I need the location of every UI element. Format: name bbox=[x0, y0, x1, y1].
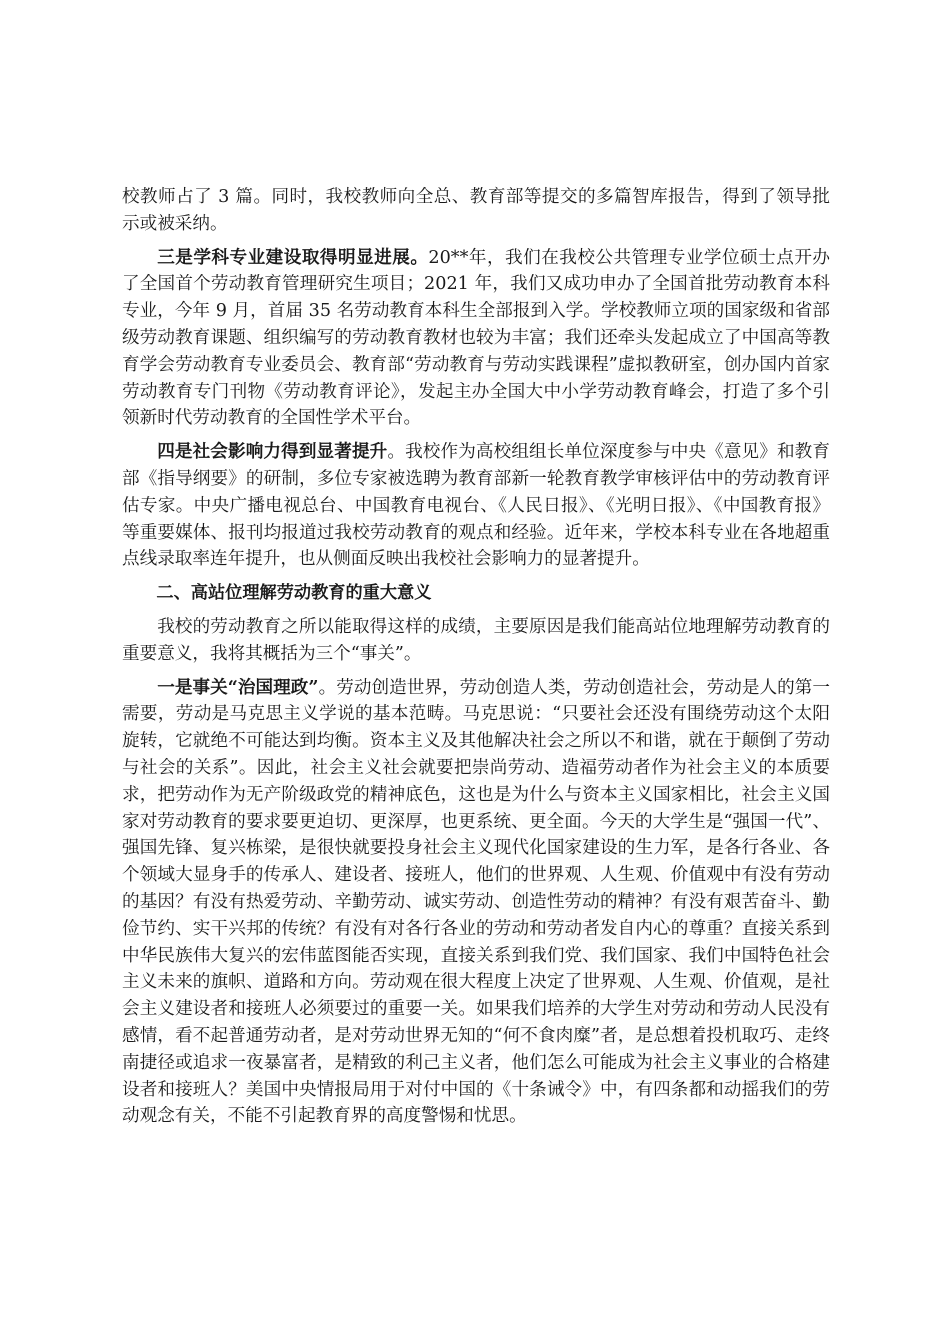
paragraph-text: 校教师占了 3 篇。同时，我校教师向全总、教育部等提交的多篇智库报告，得到了领导批示或被采纳。 bbox=[122, 187, 830, 234]
paragraph-text: 我校的劳动教育之所以能取得这样的成绩，主要原因是我们能高站位地理解劳动教育的重要意义，我将其概括为三个“事关”。 bbox=[122, 616, 830, 664]
paragraph-text: 。我校作为高校组组长单位深度参与中央《意见》和教育部《指导纲要》的研制，多位专家被选聘为教育部新一轮教育教学审核评估中的劳动教育评估专家。中央广播电视总台、中国教育电视台、《人民日报》、《光明日报》、《中国教育报》等重要媒体、报刊均报道过我校劳动教育的观点和经验。近年来，学校本科专业在各地超重点线录取率连年提升，也从侧面反映出我校社会影响力的显著提升。 bbox=[122, 442, 830, 570]
section-heading: 二、高站位理解劳动教育的重大意义 bbox=[156, 583, 432, 604]
paragraph-lead: 三是学科专业建设取得明显进展。 bbox=[157, 246, 429, 268]
paragraph-text: 20**年，我们在我校公共管理专业学位硕士点开办了全国首个劳动教育管理研究生项目；2021 年，我们又成功申办了全国首批劳动教育本科专业，今年 9 月，首届 35 名劳动教育本科生全部报到入学。学校教师立项的国家级和省部级劳动教育课题、组织编写的劳动教育教材也较为丰富；我们还牵头发起成立了中国高等教育学会劳动教育专业委员会、教育部“劳动教育与劳动实践课程”虚拟教研室，创办国内首家劳动教育专门刊物《劳动教育评论》，发起主办全国大中小学劳动教育峰会，打造了多个引领新时代劳动教育的全国性学术平台。 bbox=[122, 247, 830, 429]
paragraph-lead: 四是社会影响力得到显著提升 bbox=[157, 441, 388, 463]
paragraph-continuation bbox=[122, 184, 830, 238]
paragraph-social-influence bbox=[122, 439, 830, 573]
paragraph-lead: 一是事关“治国理政” bbox=[157, 676, 319, 698]
document-page bbox=[122, 184, 830, 1137]
paragraph-discipline-progress bbox=[122, 245, 830, 433]
paragraph-governance bbox=[122, 675, 830, 1131]
paragraph-intro bbox=[122, 614, 830, 668]
paragraph-text: 。劳动创造世界，劳动创造人类，劳动创造社会，劳动是人的第一需要，劳动是马克思主义学说的基本范畴。马克思说：“只要社会还没有围绕劳动这个太阳旋转，它就绝不可能达到均衡。资本主义及其他解决社会之所以不和谐，就在于颠倒了劳动与社会的关系”。因此，社会主义社会就要把崇尚劳动、造福劳动者作为社会主义的本质要求，把劳动作为无产阶级政党的精神底色，这也是为什么与资本主义国家相比，社会主义国家对劳动教育的要求要更迫切、更深厚，也更系统、更全面。今天的大学生是“强国一代”、强国先锋、复兴栋梁，是很快就要投身社会主义现代化国家建设的生力军，是各行各业、各个领域大显身手的传承人、建设者、接班人，他们的世界观、人生观、价值观中有没有劳动的基因？有没有热爱劳动、辛勤劳动、诚实劳动、创造性劳动的精神？有没有艰苦奋斗、勤俭节约、实干兴邦的传统？有没有对各行各业的劳动和劳动者发自内心的尊重？直接关系到中华民族伟大复兴的宏伟蓝图能否实现，直接关系到我们党、我们国家、我们中国特色社会主义未来的旗帜、道路和方向。劳动观在很大程度上决定了世界观、人生观、价值观，是社会主义建设者和接班人必须要过的重要一关。如果我们培养的大学生对劳动和劳动人民没有感情，看不起普通劳动者，是对劳动世界无知的“何不食肉糜”者，是总想着投机取巧、走终南捷径或追求一夜暴富者，是精致的利己主义者，他们怎么可能成为社会主义事业的合格建设者和接班人？美国中央情报局用于对付中国的《十条诫令》中，有四条都和动摇我们的劳动观念有关，不能不引起教育界的高度警惕和忧思。 bbox=[122, 677, 830, 1127]
